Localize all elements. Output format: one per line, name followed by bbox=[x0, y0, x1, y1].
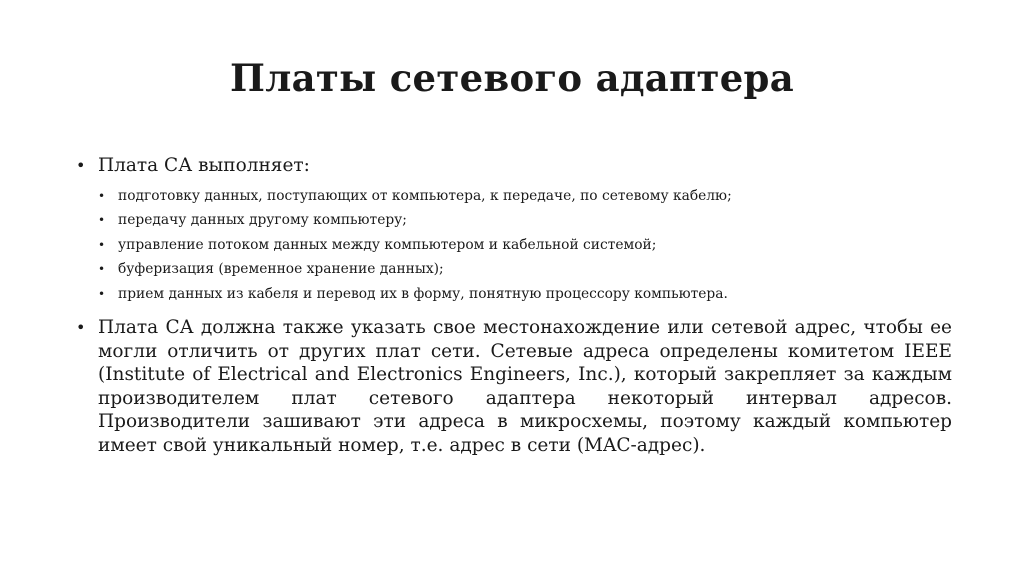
sub-item-text: прием данных из кабеля и перевод их в форму, понятную процессору компьютера. bbox=[118, 285, 728, 302]
bullet-text: Плата СА должна также указать свое местонахождение или сетевой адрес, чтобы ее могли отличить от других плат сети. Сетевые адреса определены комитетом IEEE (Institute of Electrical and Electronics Engineers, Inc.), который закрепляет за каждым производителем плат сетевого адаптера некоторый интервал адресов. Производители зашивают эти адреса в микросхемы, поэтому каждый компьютер имеет свой уникальный номер, т.е. адрес в сети (MAC-адрес). bbox=[98, 317, 952, 456]
sub-list-item bbox=[76, 233, 952, 258]
bullet-icon: • bbox=[76, 156, 86, 175]
sub-item-text: подготовку данных, поступающих от компьютера, к передаче, по сетевому кабелю; bbox=[118, 187, 732, 204]
sub-item-text: управление потоком данных между компьютером и кабельной системой; bbox=[118, 236, 657, 253]
slide-content bbox=[76, 154, 952, 457]
bullet-icon: • bbox=[98, 213, 106, 227]
sub-list-item bbox=[76, 184, 952, 209]
slide-title: Платы сетевого адаптера bbox=[230, 56, 794, 100]
sub-list bbox=[76, 184, 952, 307]
bullet-icon: • bbox=[98, 262, 106, 276]
sub-list-item bbox=[76, 257, 952, 282]
bullet-icon: • bbox=[98, 286, 106, 301]
sub-list-item bbox=[76, 208, 952, 233]
sub-item-text: передачу данных другому компьютеру; bbox=[118, 212, 407, 228]
bullet-text: Плата СА выполняет: bbox=[98, 155, 310, 176]
bullet-item bbox=[76, 316, 952, 457]
bullet-icon: • bbox=[98, 188, 106, 203]
sub-list-item bbox=[76, 282, 952, 307]
bullet-icon: • bbox=[76, 318, 86, 337]
bullet-icon: • bbox=[98, 237, 106, 252]
sub-item-text: буферизация (временное хранение данных); bbox=[118, 261, 444, 277]
bullet-item bbox=[76, 154, 952, 178]
